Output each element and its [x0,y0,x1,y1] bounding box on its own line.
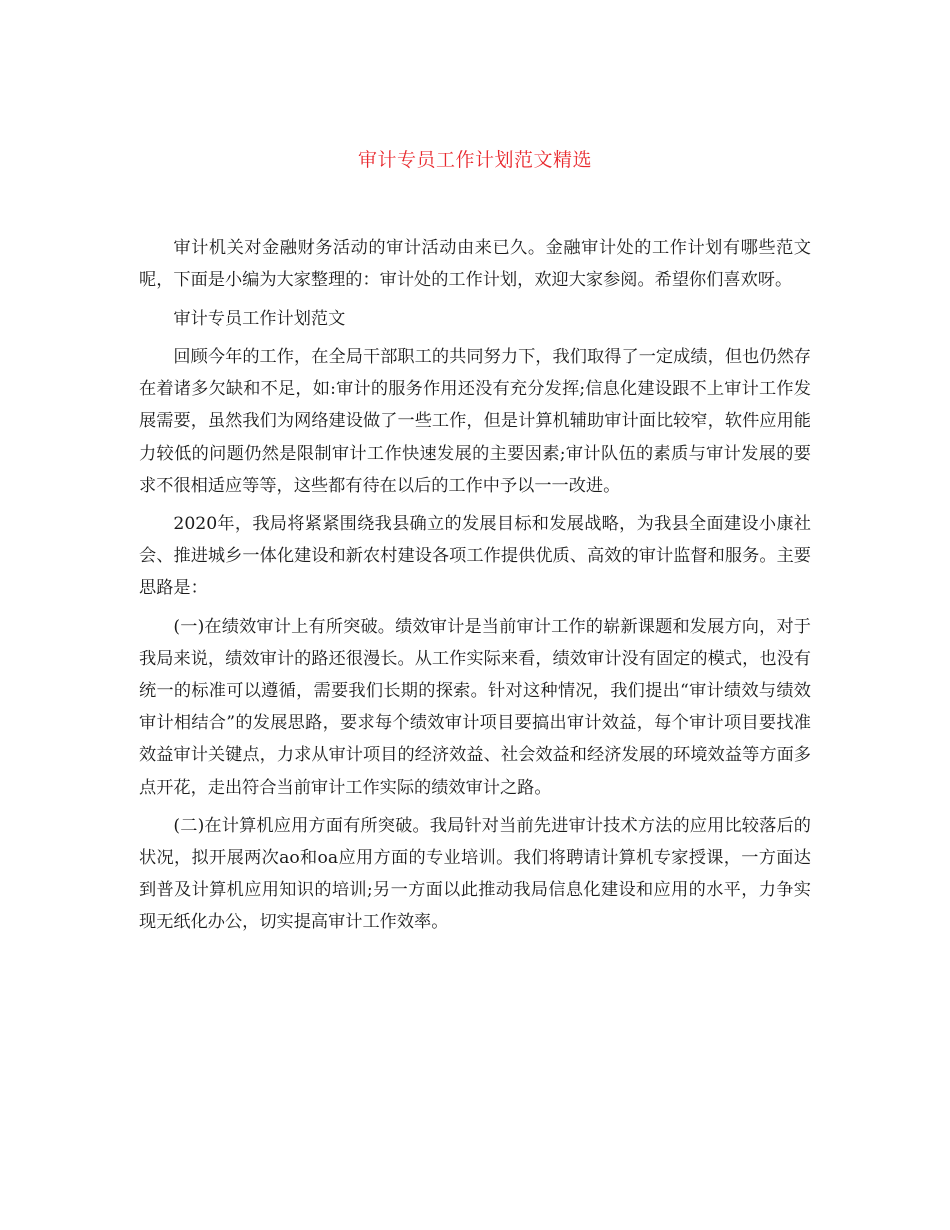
paragraph-performance-audit: (一)在绩效审计上有所突破。绩效审计是当前审计工作的崭新课题和发展方向，对于我局来说，绩效审计的路还很漫长。从工作实际来看，绩效审计没有固定的模式，也没有统一的标准可以遵循，需要我们长期的探索。针对这种情况，我们提出“审计绩效与绩效审计相结合”的发展思路，要求每个绩效审计项目要搞出审计效益，每个审计项目要找准效益审计关键点，力求从审计项目的经济效益、社会效益和经济发展的环境效益等方面多点开花，走出符合当前审计工作实际的绩效审计之路。 [139,617,811,798]
paragraph-subheading: 审计专员工作计划范文 [173,308,346,329]
paragraph-plan-2020: 2020年，我局将紧紧围绕我县确立的发展目标和发展战略，为我县全面建设小康社会、推进城乡一体化建设和新农村建设各项工作提供优质、高效的审计监督和服务。主要思路是： [139,514,811,599]
document-body [139,232,811,945]
document-title: 审计专员工作计划范文精选 [357,149,592,171]
paragraph-intro: 审计机关对金融财务活动的审计活动由来已久。金融审计处的工作计划有哪些范文呢，下面是小编为大家整理的：审计处的工作计划，欢迎大家参阅。希望你们喜欢呀。 [139,238,811,291]
paragraph-review: 回顾今年的工作，在全局干部职工的共同努力下，我们取得了一定成绩，但也仍然存在着诸多欠缺和不足，如:审计的服务作用还没有充分发挥;信息化建设跟不上审计工作发展需要，虽然我们为网络建设做了一些工作，但是计算机辅助审计面比较窄，软件应用能力较低的问题仍然是限制审计工作快速发展的主要因素;审计队伍的素质与审计发展的要求不很相适应等等，这些都有待在以后的工作中予以一一改进。 [139,347,811,496]
paragraph-computer-application: (二)在计算机应用方面有所突破。我局针对当前先进审计技术方法的应用比较落后的状况，拟开展两次ao和oa应用方面的专业培训。我们将聘请计算机专家授课，一方面达到普及计算机应用知识的培训;另一方面以此推动我局信息化建设和应用的水平，力争实现无纸化办公，切实提高审计工作效率。 [139,816,811,933]
